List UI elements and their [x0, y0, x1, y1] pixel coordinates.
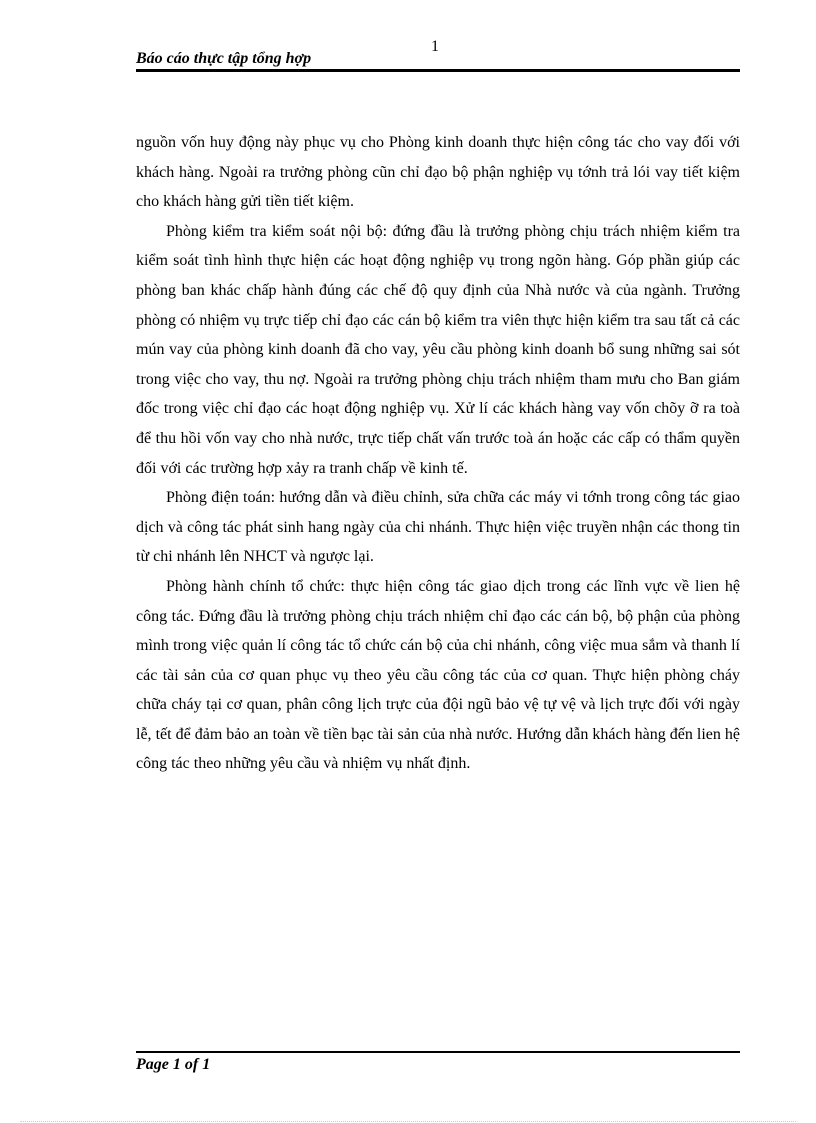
footer-divider	[136, 1051, 740, 1053]
header-divider	[136, 69, 740, 72]
paragraph-2: Phòng kiểm tra kiểm soát nội bộ: đứng đầu là trưởng phòng chịu trách nhiệm kiểm tra kiểm soát tình hình thực hiện các hoạt động nghiệp vụ trong ngõn hàng. Góp phần giúp các phòng ban khác chấp hành đúng các chế độ quy định của Nhà nước và của ngành. Trưởng phòng có nhiệm vụ trực tiếp chỉ đạo các cán bộ kiểm tra viên thực hiện kiểm tra sau tất cả các mún vay của phòng kinh doanh đã cho vay, yêu cầu phòng kinh doanh bổ sung những sai sót trong việc cho vay, thu nợ. Ngoài ra trưởng phòng chịu trách nhiệm tham mưu cho Ban giám đốc trong việc chỉ đạo các hoạt động nghiệp vụ. Xử lí các khách hàng vay vốn chõy ỡ ra toà để thu hồi vốn vay cho nhà nước, trực tiếp chất vấn trước toà án hoặc các cấp có thẩm quyền đối với các trường hợp xảy ra tranh chấp về kinh tế.	[136, 222, 740, 477]
paragraph-1: nguồn vốn huy động này phục vụ cho Phòng kinh doanh thực hiện công tác cho vay đối với khách hàng. Ngoài ra trưởng phòng cũn chỉ đạo bộ phận nghiệp vụ tớnh trả lói vay tiết kiệm cho khách hàng gửi tiền tiết kiệm.	[136, 134, 740, 211]
document-body	[136, 128, 740, 779]
paragraph-3: Phòng điện toán: hướng dẫn và điều chỉnh, sửa chữa các máy vi tớnh trong công tác giao dịch và công tác phát sinh hang ngày của chi nhánh. Thực hiện việc truyền nhận các thong tin từ chi nhánh lên NHCT và ngược lại.	[136, 489, 740, 566]
page-bottom-edge	[20, 1121, 796, 1122]
paragraph-4: Phòng hành chính tổ chức: thực hiện công tác giao dịch trong các lĩnh vực về lien hệ công tác. Đứng đầu là trưởng phòng chịu trách nhiệm chỉ đạo các cán bộ, bộ phận của phòng mình trong việc quản lí công tác tổ chức cán bộ của chi nhánh, công việc mua sắm và thanh lí các tài sản của cơ quan phục vụ theo yêu cầu công tác của cơ quan. Thực hiện phòng cháy chữa cháy tại cơ quan, phân công lịch trực của đội ngũ bảo vệ tự vệ và lịch trực đối với ngày lễ, tết để đảm bảo an toàn về tiền bạc tài sản của nhà nước. Hướng dẫn khách hàng đến lien hệ công tác theo những yêu cầu và nhiệm vụ nhất định.	[136, 577, 740, 773]
document-header-title: Báo cáo thực tập tổng hợp	[136, 50, 312, 67]
footer-page-label: Page 1 of 1	[136, 1056, 211, 1073]
page-number: 1	[431, 38, 439, 55]
